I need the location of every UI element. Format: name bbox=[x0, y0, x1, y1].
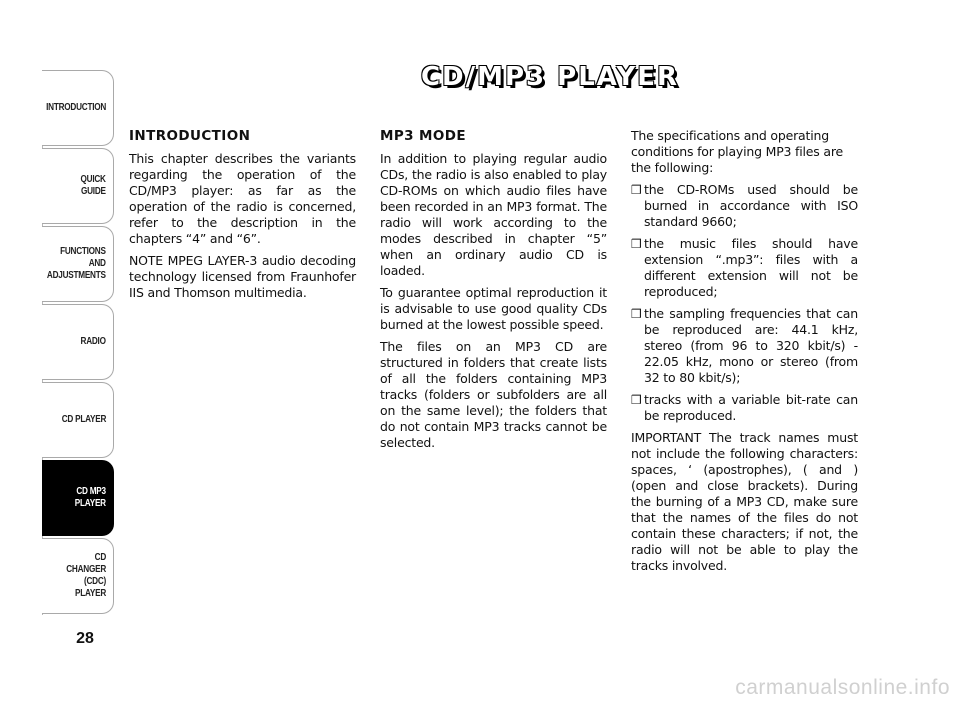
tab-functions-and-adjustments[interactable] bbox=[42, 226, 114, 302]
important-note: IMPORTANT The track names must not include the following characters: spaces, ‘ (apostrophes), ( and ) (open and close brackets). During the burning of a MP3 CD, make sure that the names of the files do not contain these characters; if not, the radio will not be able to play the tracks involved. bbox=[631, 430, 858, 573]
spec-list bbox=[631, 182, 858, 424]
watermark: carmanualsonline.info bbox=[735, 676, 950, 699]
paragraph: This chapter describes the variants regarding the operation of the CD/MP3 player: as far as the operation of the radio is concerned, refer to the description in the chapters “4” and “6”. bbox=[129, 151, 356, 246]
tab-label: CD PLAYER bbox=[61, 414, 106, 425]
page-number: 28 bbox=[76, 630, 94, 647]
checkbox-bullet-icon: ❒ bbox=[631, 183, 642, 197]
tab-label: CD CHANGER (CDC) PLAYER bbox=[66, 552, 106, 599]
list-item: ❒ the music files should have extension “.mp3”: files with a different extension will not be reproduced; bbox=[631, 236, 858, 299]
column-introduction bbox=[129, 128, 356, 307]
list-item: ❒ the CD-ROMs used should be burned in accordance with ISO standard 9660; bbox=[631, 182, 858, 229]
checkbox-bullet-icon: ❒ bbox=[631, 393, 642, 407]
checkbox-bullet-icon: ❒ bbox=[631, 307, 642, 321]
tab-label: INTRODUCTION bbox=[46, 102, 106, 113]
tab-radio[interactable] bbox=[42, 304, 114, 380]
tab-introduction[interactable] bbox=[42, 70, 114, 146]
paragraph: The specifications and operating conditions for playing MP3 files are the following: bbox=[631, 128, 843, 175]
tab-cd-changer-player[interactable] bbox=[42, 538, 114, 614]
checkbox-bullet-icon: ❒ bbox=[631, 237, 642, 251]
tab-cd-mp3-player[interactable] bbox=[42, 460, 114, 536]
tab-label: RADIO bbox=[80, 336, 106, 347]
tab-label: CD MP3 PLAYER bbox=[74, 486, 106, 509]
page-title: CD/MP3 PLAYER bbox=[420, 62, 680, 92]
paragraph: In addition to playing regular audio CDs, the radio is also enabled to play CD-ROMs on which audio files have been recorded in an MP3 format. The radio will work according to the modes described in chapter “5” when an ordinary audio CD is loaded. bbox=[380, 151, 607, 278]
paragraph: To guarantee optimal reproduction it is advisable to use good quality CDs burned at the lowest possible speed. bbox=[380, 285, 607, 332]
paragraph: The files on an MP3 CD are structured in folders that create lists of all the folders containing MP3 tracks (folders or subfolders are all on the same level); the folders that do not contain MP3 tracks cannot be selected. bbox=[380, 339, 607, 450]
column-specifications bbox=[631, 128, 858, 580]
tab-label: FUNCTIONS AND ADJUSTMENTS bbox=[47, 246, 106, 281]
list-item: ❒ tracks with a variable bit-rate can be reproduced. bbox=[631, 392, 858, 423]
list-item: ❒ the sampling frequencies that can be reproduced are: 44.1 kHz, stereo (from 96 to 320 kbit/s) - 22.05 kHz, mono or stereo (from 32 to 80 kbit/s); bbox=[631, 306, 858, 385]
tab-cd-player[interactable] bbox=[42, 382, 114, 458]
chapter-sidebar bbox=[0, 0, 120, 709]
tab-quick-guide[interactable] bbox=[42, 148, 114, 224]
section-heading: MP3 MODE bbox=[380, 128, 466, 144]
tab-label: QUICK GUIDE bbox=[80, 174, 106, 197]
section-heading: INTRODUCTION bbox=[129, 128, 251, 144]
paragraph: NOTE MPEG LAYER-3 audio decoding technology licensed from Fraunhofer IIS and Thomson multimedia. bbox=[129, 253, 356, 300]
column-mp3-mode bbox=[380, 128, 607, 457]
